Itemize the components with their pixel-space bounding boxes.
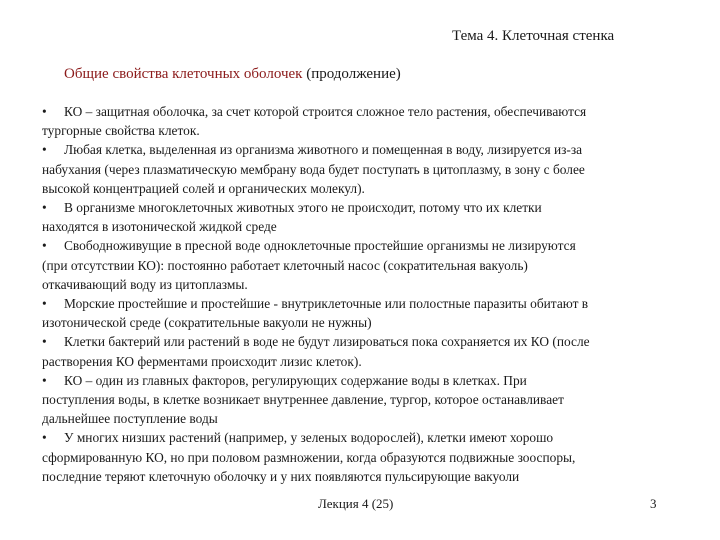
bullet-marker: • bbox=[42, 372, 47, 388]
bullet-line: откачивающий воду из цитоплазмы. bbox=[42, 276, 248, 292]
bullet-item bbox=[42, 428, 704, 486]
bullet-line: набухания (через плазматическую мембрану вода будет поступать в цитоплазму, в зону с более bbox=[42, 161, 585, 177]
bullet-item bbox=[42, 198, 704, 236]
bullet-line: поступления воды, в клетке возникает внутреннее давление, тургор, которое останавливает bbox=[42, 392, 564, 408]
bullet-line: высокой концентрацией солей и органических молекул). bbox=[42, 180, 365, 196]
lecture-label: Лекция 4 (25) bbox=[318, 496, 394, 511]
bullet-line: Любая клетка, выделенная из организма животного и помещенная в воду, лизируется из-за bbox=[64, 142, 583, 158]
bullet-item bbox=[42, 332, 704, 370]
bullet-line: У многих низших растений (например, у зеленых водорослей), клетки имеют хорошо bbox=[64, 430, 554, 446]
bullet-line: последние теряют клеточную оболочку и у них появляются пульсирующие вакуоли bbox=[42, 468, 520, 484]
bullet-line: изотонической среде (сократительные вакуоли не нужны) bbox=[42, 315, 372, 331]
bullet-line: дальнейшее поступление воды bbox=[42, 411, 218, 427]
bullet-line: КО – защитная оболочка, за счет которой строится сложное тело растения, обеспечиваются bbox=[64, 104, 587, 119]
bullet-marker: • bbox=[42, 334, 47, 350]
subtitle-suffix: (продолжение) bbox=[302, 66, 401, 82]
bullet-marker: • bbox=[42, 430, 47, 446]
bullet-item bbox=[42, 236, 704, 294]
bullet-marker: • bbox=[42, 142, 47, 158]
bullet-item bbox=[42, 294, 704, 332]
bullet-line: Клетки бактерий или растений в воде не будут лизироваться пока сохраняется их КО (после bbox=[64, 334, 590, 350]
subtitle-accent: Общие свойства клеточных оболочек bbox=[64, 66, 303, 82]
slide-subtitle bbox=[64, 66, 401, 83]
bullet-marker: • bbox=[42, 104, 47, 119]
bullet-item bbox=[42, 102, 704, 140]
bullet-marker: • bbox=[42, 200, 47, 216]
bullet-marker: • bbox=[42, 238, 47, 254]
topic-title: Тема 4. Клеточная стенка bbox=[452, 28, 615, 44]
bullet-line: (при отсутствии КО): постоянно работает клеточный насос (сократительная вакуоль) bbox=[42, 257, 528, 273]
bullet-item bbox=[42, 371, 704, 429]
bullet-list bbox=[42, 102, 704, 486]
bullet-line: растворения КО ферментами происходит лизис клеток). bbox=[42, 353, 362, 369]
bullet-line: Морские простейшие и простейшие - внутриклеточные или полостные паразиты обитают в bbox=[64, 296, 589, 312]
bullet-marker: • bbox=[42, 296, 47, 312]
bullet-line: находятся в изотонической жидкой среде bbox=[42, 219, 277, 235]
bullet-line: В организме многоклеточных животных этого не происходит, потому что их клетки bbox=[64, 200, 542, 216]
bullet-line: Свободноживущие в пресной воде одноклеточные простейшие организмы не лизируются bbox=[64, 238, 576, 254]
bullet-line: КО – один из главных факторов, регулирующих содержание воды в клетках. При bbox=[64, 372, 527, 388]
bullet-line: сформированную КО, но при половом размножении, когда образуются подвижные зооспоры, bbox=[42, 449, 576, 465]
bullet-line: тургорные свойства клеток. bbox=[42, 123, 200, 139]
page-number: 3 bbox=[650, 496, 657, 511]
bullet-item bbox=[42, 140, 704, 198]
